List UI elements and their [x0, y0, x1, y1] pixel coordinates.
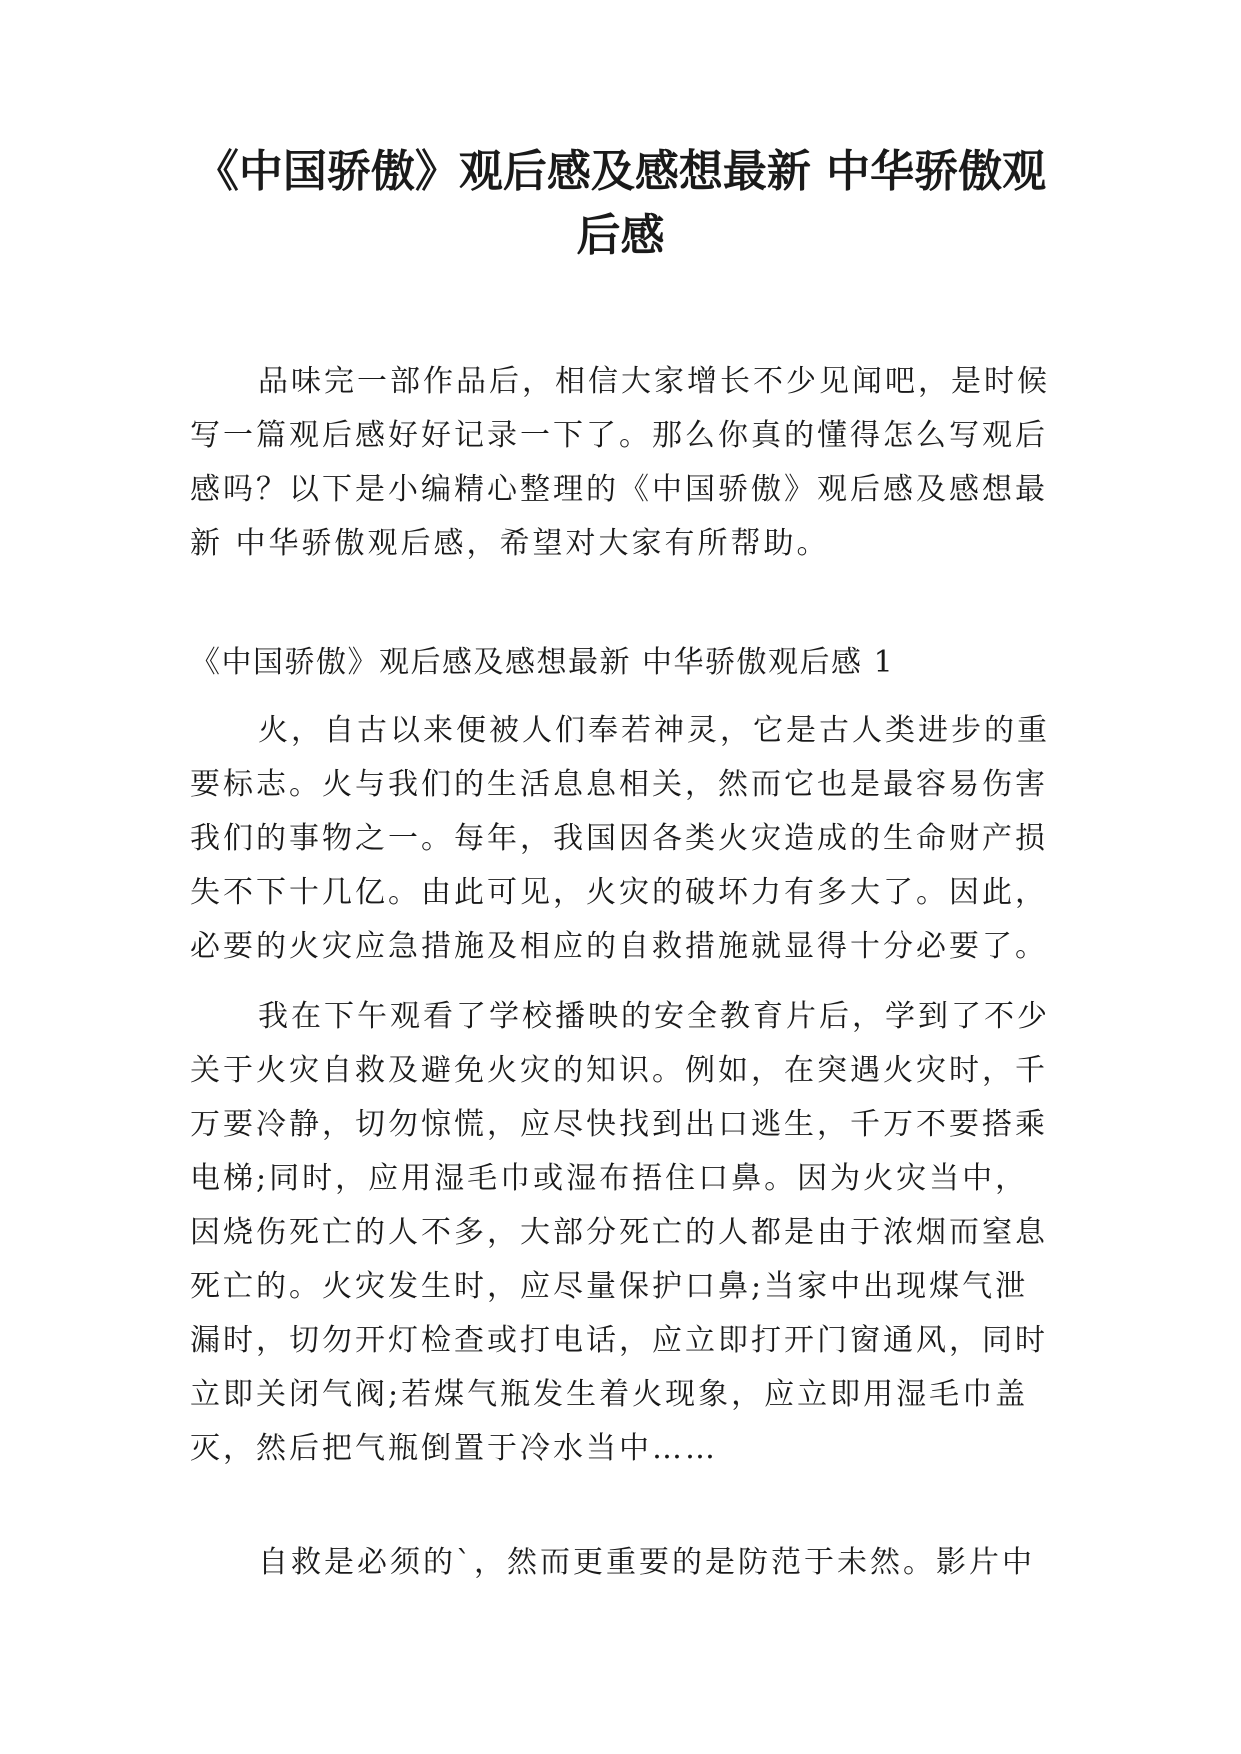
body-paragraph-1: [190, 704, 1070, 974]
body-paragraph-3: [190, 1536, 1070, 1590]
paragraph-line: 关于火灾自救及避免火灾的知识。例如，在突遇火灾时，千: [190, 1053, 1048, 1088]
intro-line: 感吗？以下是小编精心整理的《中国骄傲》观后感及感想最: [190, 472, 1048, 507]
paragraph-line: 因烧伤死亡的人不多，大部分死亡的人都是由于浓烟而窒息: [190, 1215, 1048, 1250]
paragraph-line: 立即关闭气阀;若煤气瓶发生着火现象，应立即用湿毛巾盖: [190, 1377, 1029, 1412]
body-paragraph-2: [190, 990, 1070, 1476]
section-heading: 《中国骄傲》观后感及感想最新 中华骄傲观后感 1: [190, 645, 895, 680]
intro-line: 品味完一部作品后，相信大家增长不少见闻吧，是时候: [258, 364, 1050, 399]
paragraph-line: 死亡的。火灾发生时，应尽量保护口鼻;当家中出现煤气泄: [190, 1269, 1029, 1304]
intro-paragraph: [190, 355, 1070, 571]
paragraph-line: 失不下十几亿。由此可见，火灾的破坏力有多大了。因此，: [190, 875, 1048, 910]
paragraph-line: 我在下午观看了学校播映的安全教育片后，学到了不少: [258, 999, 1050, 1034]
intro-line: 写一篇观后感好好记录一下了。那么你真的懂得怎么写观后: [190, 418, 1048, 453]
paragraph-line: 漏时，切勿开灯检查或打电话，应立即打开门窗通风，同时: [190, 1323, 1048, 1358]
title-line-1: 《中国骄傲》观后感及感想最新 中华骄傲观: [194, 146, 1047, 197]
paragraph-line: 万要冷静，切勿惊慌，应尽快找到出口逃生，千万不要搭乘: [190, 1107, 1048, 1142]
document-title: [150, 140, 1091, 268]
paragraph-line: 灭，然后把气瓶倒置于冷水当中……: [190, 1431, 718, 1466]
paragraph-line: 要标志。火与我们的生活息息相关，然而它也是最容易伤害: [190, 767, 1048, 802]
paragraph-line: 火，自古以来便被人们奉若神灵，它是古人类进步的重: [258, 713, 1050, 748]
paragraph-line: 必要的火灾应急措施及相应的自救措施就显得十分必要了。: [190, 929, 1048, 964]
paragraph-line: 自救是必须的`，然而更重要的是防范于未然。影片中: [258, 1545, 1035, 1580]
intro-line: 新 中华骄傲观后感，希望对大家有所帮助。: [190, 526, 830, 561]
paragraph-line: 我们的事物之一。每年，我国因各类火灾造成的生命财产损: [190, 821, 1048, 856]
title-line-2: 后感: [576, 210, 665, 261]
paragraph-line: 电梯;同时，应用湿毛巾或湿布捂住口鼻。因为火灾当中，: [190, 1161, 1029, 1196]
